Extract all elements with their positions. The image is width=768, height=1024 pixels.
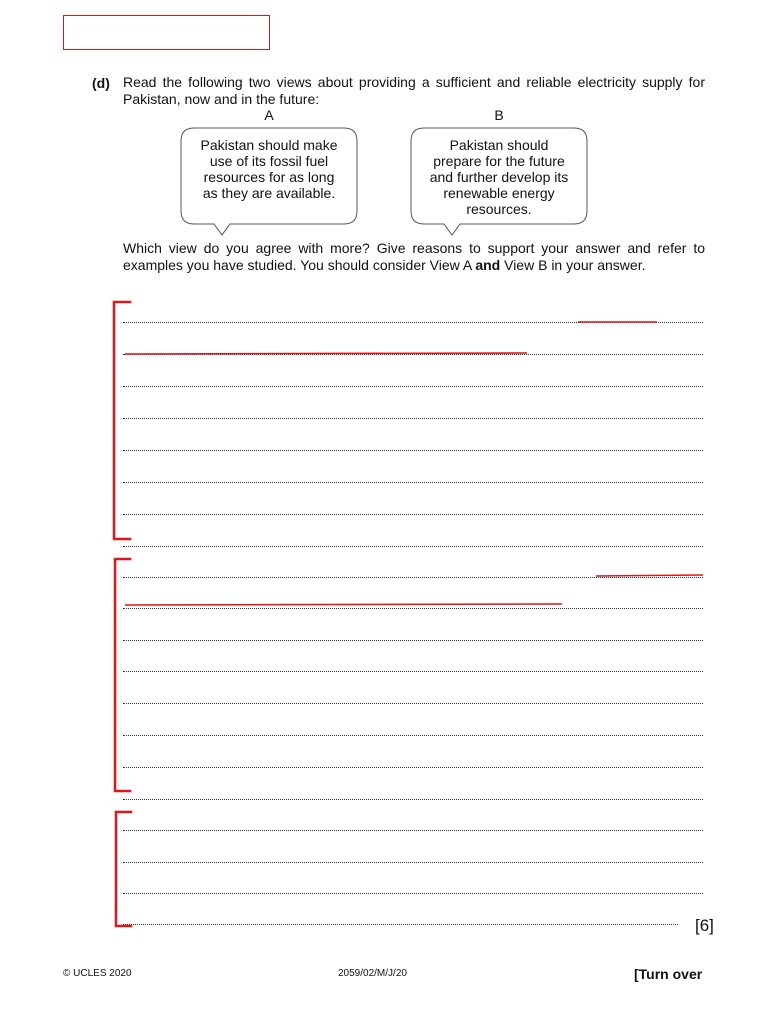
answer-line[interactable]	[123, 608, 703, 609]
prompt-part-1: Which view do you agree with more? Give reasons to support your answer and refer to examples you have studied. You should consider View A	[123, 240, 705, 273]
answer-line[interactable]	[123, 671, 703, 672]
answer-line[interactable]	[123, 386, 703, 387]
prompt-part-2: View B in your answer.	[500, 257, 646, 273]
prompt-bold-word: and	[475, 257, 501, 273]
view-a-text: Pakistan should make use of its fossil fuel resources for as long as they are available.	[200, 137, 338, 201]
view-b-text: Pakistan should prepare for the future and further develop its renewable energy resources.	[429, 137, 569, 217]
view-a-bubble	[180, 127, 358, 237]
answer-line[interactable]	[123, 482, 703, 483]
bracket-annotation	[115, 559, 130, 791]
turn-over-label: [Turn over	[634, 966, 703, 982]
answer-line[interactable]	[123, 514, 703, 515]
copyright: © UCLES 2020	[63, 968, 132, 979]
question-part-label: (d)	[92, 75, 110, 91]
answer-line[interactable]	[123, 924, 678, 925]
paper-code: 2059/02/M/J/20	[338, 968, 407, 979]
answer-line[interactable]	[123, 767, 703, 768]
answer-line[interactable]	[123, 735, 703, 736]
answer-line[interactable]	[123, 893, 703, 894]
view-b-bubble	[410, 127, 588, 237]
answer-line[interactable]	[123, 546, 703, 547]
answer-line[interactable]	[123, 450, 703, 451]
answer-line[interactable]	[123, 703, 703, 704]
marks-label: [6]	[695, 916, 714, 935]
underline-annotation	[596, 575, 703, 576]
answer-line[interactable]	[123, 830, 703, 831]
question-intro: Read the following two views about providing a sufficient and reliable electricity supply for Pakistan, now and in the future:	[123, 74, 705, 107]
answer-line[interactable]	[123, 640, 703, 641]
answer-line[interactable]	[123, 862, 703, 863]
answer-line[interactable]	[123, 354, 703, 355]
answer-line[interactable]	[123, 418, 703, 419]
underline-annotation	[125, 604, 562, 605]
bracket-annotation	[114, 302, 130, 539]
answer-line[interactable]	[123, 322, 703, 323]
view-b-label: B	[494, 107, 504, 123]
answer-line[interactable]	[123, 577, 703, 578]
question-prompt	[123, 240, 705, 274]
answer-line[interactable]	[123, 799, 703, 800]
examiner-box	[63, 15, 270, 50]
view-a-label: A	[264, 107, 274, 123]
